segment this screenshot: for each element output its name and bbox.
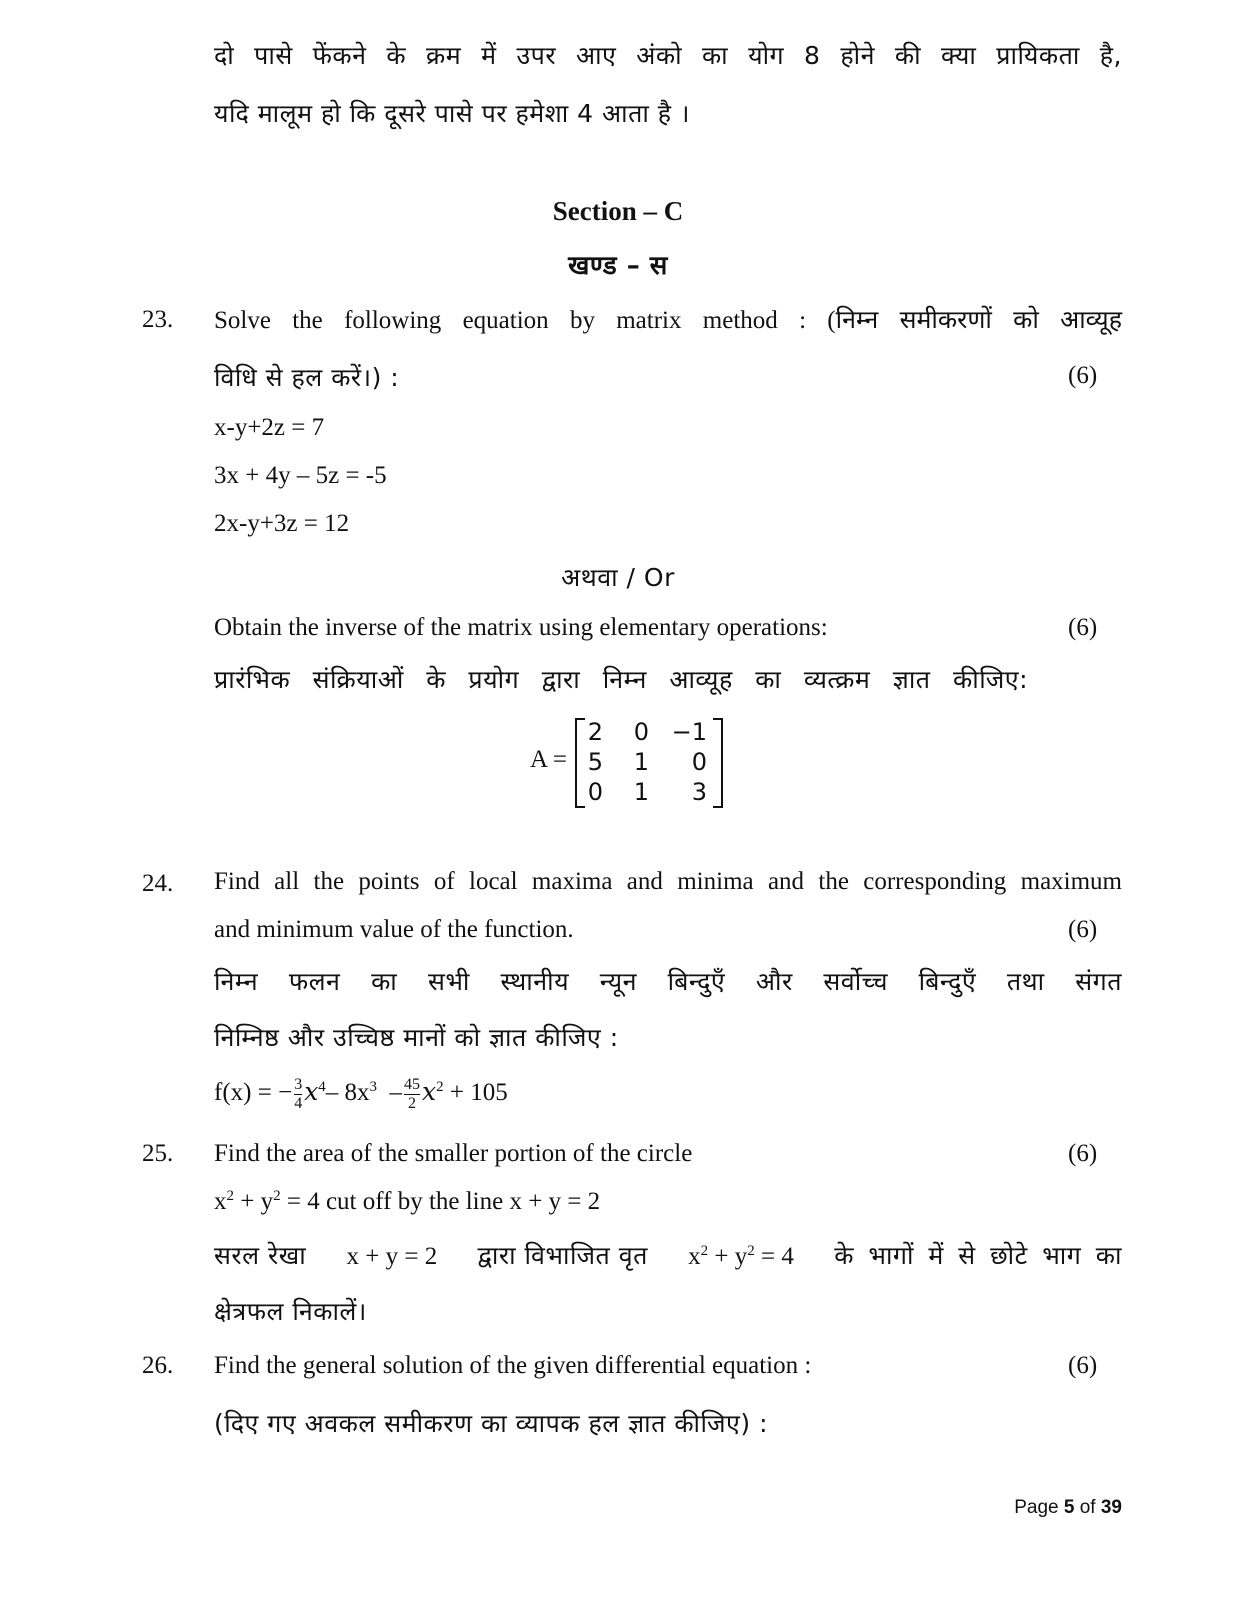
question-number-25: 25.: [142, 1140, 174, 1167]
or-separator: अथवा / Or: [561, 563, 675, 592]
q25-marks: (6): [1068, 1140, 1098, 1167]
fraction-3-4: [294, 1076, 302, 1113]
intro-line-1: दो पासे फेंकने के क्रम में उपर आए अंको का योग 8 होने की क्या प्रायिकता है,: [214, 41, 1122, 70]
footer-text: of: [1074, 1497, 1101, 1518]
q23-line-2: विधि से हल करें।) :: [214, 363, 400, 392]
fraction-45-2: [404, 1076, 420, 1113]
variable-x: x: [422, 1077, 437, 1106]
section-title: Section – C: [552, 196, 684, 226]
fraction-denominator: 2: [404, 1094, 420, 1113]
matrix-cell: 0: [691, 748, 707, 776]
question-number-23: 23.: [142, 306, 174, 333]
section-title-hindi: खण्ड – स: [568, 251, 668, 281]
q25-line-1: Find the area of the smaller portion of the circle: [214, 1140, 693, 1167]
text-run: x + y = 2: [346, 1243, 438, 1270]
function-constant: + 105: [449, 1079, 508, 1106]
q23-equation-1: x-y+2z = 7: [214, 414, 325, 441]
q23-equation-2: 3x + 4y – 5z = -5: [214, 462, 387, 489]
text-run: = 4: [761, 1243, 794, 1270]
text-run: के भागों में से छोटे भाग का: [834, 1241, 1122, 1270]
matrix-cell: 5: [587, 748, 603, 776]
exponent: 3: [369, 1079, 378, 1095]
q25-line-4: क्षेत्रफल निकालें।: [214, 1297, 367, 1326]
q23-alt-line-1: Obtain the inverse of the matrix using elementary operations:: [214, 614, 828, 641]
intro-line-2: यदि मालूम हो कि दूसरे पासे पर हमेशा 4 आता है ।: [214, 99, 690, 128]
matrix-cell: 0: [633, 718, 649, 746]
q24-line-4: निम्निष्ठ और उच्चिष्ठ मानों को ज्ञात कीजिए :: [214, 1023, 619, 1052]
q24-line-2: and minimum value of the function.: [214, 916, 574, 943]
matrix-label: A =: [530, 746, 568, 773]
q23-alt-line-2: प्रारंभिक संक्रियाओं के प्रयोग द्वारा निम्न आव्यूह का व्यत्क्रम ज्ञात कीजिए:: [214, 665, 1028, 694]
exponent: 4: [318, 1079, 326, 1095]
footer-text: Page: [1014, 1497, 1064, 1518]
superscript: 2: [700, 1243, 709, 1259]
q24-marks: (6): [1068, 916, 1098, 943]
current-page-number: 5: [1063, 1497, 1075, 1518]
q25-line-3: [214, 1238, 1122, 1272]
question-number-26: 26.: [142, 1352, 174, 1379]
matrix-cell: 3: [691, 778, 707, 806]
function-term: – 8x: [325, 1079, 370, 1106]
q23-equation-3: 2x-y+3z = 12: [214, 510, 350, 537]
question-number-24: 24.: [142, 870, 174, 897]
page-footer: [1014, 1497, 1122, 1519]
q26-line-2: (दिए गए अवकल समीकरण का व्यापक हल ज्ञात कीजिए) :: [214, 1409, 769, 1438]
function-minus: –: [389, 1079, 403, 1106]
q24-function: [214, 1072, 508, 1113]
matrix-cell: 2: [587, 718, 603, 746]
text-run: + y: [240, 1188, 274, 1215]
matrix-a: [575, 718, 723, 806]
superscript: 2: [273, 1188, 281, 1204]
function-prefix: f(x) = −: [214, 1079, 293, 1106]
text-run: x: [214, 1188, 227, 1215]
text-run: सरल रेखा: [214, 1241, 307, 1270]
q23-alt-marks: (6): [1068, 614, 1098, 641]
matrix-cell: 1: [633, 778, 649, 806]
matrix-cell: −1: [671, 718, 707, 746]
fraction-numerator: 45: [404, 1075, 421, 1093]
text-run: x: [688, 1243, 701, 1270]
q23-marks: (6): [1068, 362, 1098, 389]
text-run: + y: [714, 1243, 748, 1270]
text-run: = 4 cut off by the line x + y = 2: [286, 1188, 601, 1215]
total-pages: 39: [1100, 1497, 1122, 1518]
q24-line-1: Find all the points of local maxima and minima and the corresponding maximum: [214, 868, 1122, 895]
q25-line-2: [214, 1188, 600, 1216]
matrix-right-bracket: [713, 718, 723, 808]
superscript: 2: [747, 1243, 755, 1259]
superscript: 2: [226, 1188, 234, 1204]
q26-line-1: Find the general solution of the given differential equation :: [214, 1352, 812, 1379]
q23-line-1: Solve the following equation by matrix method : (निम्न समीकरणों को आव्यूह: [214, 307, 1122, 334]
variable-x: x: [304, 1077, 319, 1106]
matrix-cell: 0: [587, 778, 603, 806]
q26-marks: (6): [1068, 1352, 1098, 1379]
matrix-cell: 1: [633, 748, 649, 776]
text-run: द्वारा विभाजित वृत: [477, 1241, 648, 1270]
q24-line-3: निम्न फलन का सभी स्थानीय न्यून बिन्दुएँ और सर्वोच्च बिन्दुएँ तथा संगत: [214, 967, 1122, 996]
exponent: 2: [436, 1079, 444, 1095]
fraction-denominator: 4: [294, 1094, 303, 1112]
fraction-numerator: 3: [294, 1075, 303, 1093]
